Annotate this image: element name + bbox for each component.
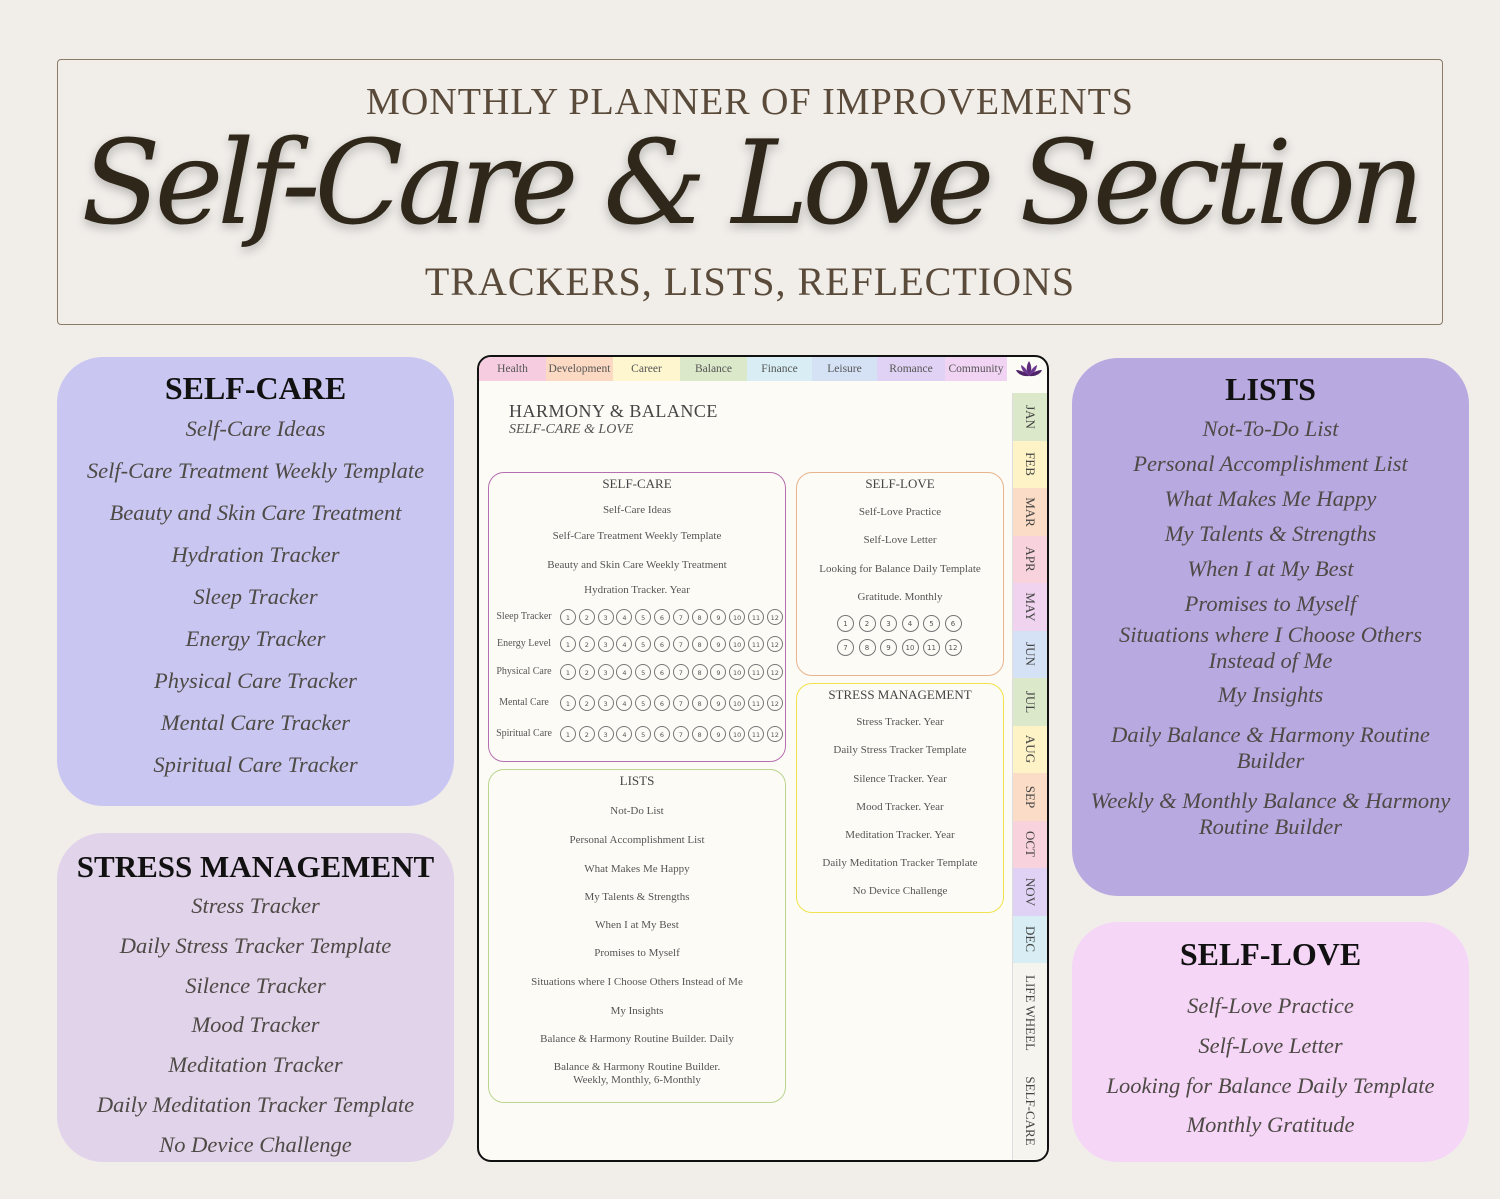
gratitude-month-circle[interactable]: 1 (837, 615, 854, 632)
month-circle[interactable]: 7 (673, 636, 689, 652)
month-circle[interactable]: 10 (729, 695, 745, 711)
month-circle[interactable]: 10 (729, 726, 745, 742)
list-item[interactable]: Stress Tracker (191, 893, 320, 918)
tracker-row (492, 724, 784, 746)
planner-box-item[interactable]: What Makes Me Happy (584, 863, 690, 875)
self-love-card-title: SELF-LOVE (1179, 936, 1362, 972)
month-circle[interactable]: 5 (635, 636, 651, 652)
planner-box-item[interactable]: Self-Care Treatment Weekly Template (552, 530, 722, 542)
header-banner (57, 59, 1443, 325)
planner-title: HARMONY & BALANCE (509, 401, 718, 421)
planner-box-item[interactable]: When I at My Best (595, 919, 679, 931)
list-item[interactable]: Spiritual Care Tracker (153, 752, 358, 777)
gratitude-month-circle[interactable]: 5 (923, 615, 940, 632)
lists-card-title: LISTS (1225, 371, 1316, 407)
lists-card (1072, 358, 1469, 896)
stress-card-title: STRESS MANAGEMENT (76, 849, 435, 884)
list-item[interactable]: Energy Tracker (185, 626, 326, 651)
tab-health[interactable]: Health (479, 357, 546, 381)
month-circle[interactable]: 10 (729, 664, 745, 680)
planner-box-item[interactable]: My Insights (610, 1005, 664, 1017)
month-circle[interactable]: 6 (654, 636, 670, 652)
side-tab-jun[interactable] (1013, 631, 1047, 679)
self-care-card-title: SELF-CARE (164, 370, 347, 406)
side-tab-dec[interactable] (1013, 916, 1047, 964)
list-item[interactable]: Not-To-Do List (1202, 416, 1339, 441)
side-tab-label: SEP (1023, 785, 1038, 808)
list-item[interactable]: Meditation Tracker (168, 1052, 343, 1078)
side-tab-jul[interactable] (1013, 678, 1047, 726)
list-item[interactable]: Hydration Tracker (171, 542, 340, 567)
planner-box-item[interactable]: Self-Love Practice (858, 506, 942, 518)
month-circle[interactable]: 4 (616, 636, 632, 652)
month-circle[interactable]: 8 (692, 636, 708, 652)
gratitude-month-circle[interactable]: 7 (837, 639, 854, 656)
self-care-card (57, 357, 454, 806)
month-circle[interactable]: 6 (654, 664, 670, 680)
month-circle[interactable]: 3 (598, 609, 614, 625)
month-circle[interactable]: 9 (710, 609, 726, 625)
month-circle[interactable]: 12 (767, 636, 783, 652)
list-item[interactable]: Promises to Myself (1184, 591, 1357, 616)
month-circle[interactable]: 6 (654, 609, 670, 625)
side-tab-oct[interactable] (1013, 821, 1047, 869)
side-tab-label: DEC (1023, 926, 1038, 953)
tracker-label: Mental Care (499, 697, 549, 708)
side-tab-label: MAY (1023, 592, 1038, 622)
planner-self-care-box[interactable] (488, 472, 786, 762)
side-tab-label: LIFE WHEEL (1023, 975, 1038, 1051)
month-circle[interactable]: 8 (692, 695, 708, 711)
planner-box-item[interactable]: Weekly, Monthly, 6-Monthly (573, 1074, 701, 1086)
planner-subtitle: SELF-CARE & LOVE (509, 422, 634, 437)
tab-community[interactable]: Community (945, 357, 1007, 381)
gratitude-month-circle[interactable]: 12 (945, 639, 962, 656)
side-tab-aug[interactable] (1013, 726, 1047, 774)
planner-box-item[interactable]: Meditation Tracker. Year (845, 829, 955, 841)
lotus-icon (1015, 359, 1043, 379)
gratitude-month-circle[interactable]: 10 (902, 639, 919, 656)
month-circle[interactable]: 12 (767, 609, 783, 625)
planner-page-preview (477, 355, 1049, 1162)
side-tab-feb[interactable] (1013, 441, 1047, 489)
side-tab-nov[interactable] (1013, 868, 1047, 916)
side-tab-apr[interactable] (1013, 536, 1047, 584)
gratitude-month-circle[interactable]: 6 (945, 615, 962, 632)
gratitude-month-circle[interactable]: 3 (880, 615, 897, 632)
planner-box-item[interactable]: Gratitude. Monthly (857, 591, 943, 603)
tracker-label: Energy Level (497, 638, 551, 649)
planner-box-item[interactable]: Beauty and Skin Care Weekly Treatment (547, 559, 727, 571)
month-circle[interactable]: 3 (598, 636, 614, 652)
month-circle[interactable]: 7 (673, 609, 689, 625)
planner-box-item[interactable]: No Device Challenge (852, 885, 948, 897)
list-item[interactable]: Looking for Balance Daily Template (1106, 1072, 1435, 1098)
list-item[interactable]: Mental Care Tracker (160, 710, 351, 735)
tracker-row (492, 662, 784, 684)
tab-development[interactable]: Development (546, 357, 613, 381)
tab-career[interactable]: Career (613, 357, 680, 381)
list-item[interactable]: Weekly & Monthly Balance & Harmony Routine Builder (1090, 788, 1451, 839)
side-tab-label: JAN (1023, 404, 1038, 429)
planner-lists-box[interactable] (488, 769, 786, 1103)
self-care-list (57, 408, 454, 786)
month-circle[interactable]: 4 (616, 664, 632, 680)
month-circle[interactable]: 8 (692, 726, 708, 742)
month-circle[interactable]: 7 (673, 664, 689, 680)
list-item[interactable]: My Insights (1217, 682, 1324, 707)
planner-self-love-title: SELF-LOVE (865, 476, 935, 491)
tracker-row (492, 634, 784, 656)
month-circle[interactable]: 2 (579, 664, 595, 680)
month-circle[interactable]: 8 (692, 664, 708, 680)
list-item[interactable]: Self-Love Letter (1198, 1032, 1343, 1058)
month-circle[interactable]: 4 (616, 726, 632, 742)
month-circle[interactable]: 1 (560, 695, 576, 711)
self-love-list (1072, 986, 1469, 1145)
month-circle[interactable]: 10 (729, 636, 745, 652)
month-circle[interactable]: 9 (710, 726, 726, 742)
planner-box-item[interactable]: Silence Tracker. Year (853, 773, 947, 785)
planner-box-item[interactable]: Daily Stress Tracker Template (833, 744, 967, 756)
month-circle[interactable]: 11 (748, 695, 764, 711)
side-tab-mar[interactable] (1013, 488, 1047, 536)
list-item[interactable]: Personal Accomplishment List (1133, 451, 1408, 476)
month-circle[interactable]: 5 (635, 726, 651, 742)
month-circle[interactable]: 2 (579, 695, 595, 711)
side-tab-may[interactable] (1013, 583, 1047, 631)
side-tab-label: JUN (1023, 642, 1038, 667)
planner-self-care-title: SELF-CARE (602, 476, 672, 491)
month-circle[interactable]: 9 (710, 636, 726, 652)
month-circle[interactable]: 6 (654, 695, 670, 711)
list-item[interactable]: Daily Balance & Harmony Routine Builder (1111, 722, 1430, 773)
side-tab-label: SELF-CARE (1023, 1076, 1038, 1146)
month-circle[interactable]: 7 (673, 726, 689, 742)
month-circle[interactable]: 1 (560, 636, 576, 652)
list-item[interactable]: Self-Care Ideas (185, 416, 326, 441)
tab-balance[interactable]: Balance (680, 357, 747, 381)
planner-box-item[interactable]: Personal Accomplishment List (569, 834, 705, 846)
gratitude-month-circle[interactable]: 11 (923, 639, 940, 656)
planner-box-item[interactable]: Daily Meditation Tracker Template (822, 857, 978, 869)
list-item[interactable]: When I at My Best (1187, 556, 1354, 581)
planner-box-item[interactable]: Balance & Harmony Routine Builder. (553, 1061, 721, 1073)
list-item[interactable]: Self-Care Treatment Weekly Template (86, 458, 425, 483)
month-circle[interactable]: 1 (560, 664, 576, 680)
side-tab-label: FEB (1023, 452, 1038, 477)
tab-finance[interactable]: Finance (747, 357, 812, 381)
planner-box-item[interactable]: Hydration Tracker. Year (584, 584, 690, 596)
stress-list (57, 886, 454, 1165)
month-circle[interactable]: 12 (767, 664, 783, 680)
list-item[interactable]: My Talents & Strengths (1164, 521, 1377, 546)
list-item[interactable]: Self-Love Practice (1187, 993, 1354, 1018)
month-circle[interactable]: 11 (748, 636, 764, 652)
list-item[interactable]: Beauty and Skin Care Treatment (109, 500, 402, 525)
month-circle[interactable]: 5 (635, 609, 651, 625)
month-circle[interactable]: 11 (748, 726, 764, 742)
list-item[interactable]: Physical Care Tracker (154, 668, 357, 693)
month-circle[interactable]: 11 (748, 664, 764, 680)
header-subtitle: TRACKERS, LISTS, REFLECTIONS (424, 259, 1076, 304)
side-tab-label: MAR (1023, 496, 1038, 527)
gratitude-month-circle[interactable]: 8 (859, 639, 876, 656)
month-circle[interactable]: 2 (579, 636, 595, 652)
month-circle[interactable]: 9 (710, 664, 726, 680)
header-title: Self-Care & Love Section (81, 116, 1419, 251)
tracker-label: Sleep Tracker (496, 611, 552, 622)
header-supertitle: MONTHLY PLANNER OF IMPROVEMENTS (366, 81, 1134, 123)
gratitude-month-circle[interactable]: 4 (902, 615, 919, 632)
gratitude-month-circle[interactable]: 2 (859, 615, 876, 632)
month-circle[interactable]: 4 (616, 609, 632, 625)
planner-box-item[interactable]: Balance & Harmony Routine Builder. Daily (540, 1033, 734, 1045)
planner-stress-box[interactable] (796, 683, 1004, 913)
side-tab-label: JUL (1023, 690, 1038, 713)
list-item[interactable]: Mood Tracker (191, 1012, 320, 1038)
side-tab-bar (1012, 393, 1047, 1162)
planner-box-item[interactable]: Self-Care Ideas (602, 504, 672, 516)
month-circle[interactable]: 12 (767, 726, 783, 742)
month-circle[interactable]: 12 (767, 695, 783, 711)
month-circle[interactable]: 1 (560, 609, 576, 625)
tracker-label: Physical Care (496, 666, 552, 677)
list-item[interactable]: Monthly Gratitude (1186, 1112, 1355, 1138)
planner-lists-title: LISTS (619, 773, 655, 788)
planner-box-item[interactable]: Mood Tracker. Year (856, 801, 944, 813)
list-item[interactable]: Daily Meditation Tracker Template (96, 1091, 415, 1117)
side-tab-label: OCT (1023, 831, 1038, 858)
tab-leisure[interactable]: Leisure (812, 357, 877, 381)
tab-romance[interactable]: Romance (877, 357, 945, 381)
month-circle[interactable]: 3 (598, 664, 614, 680)
planner-stress-title: STRESS MANAGEMENT (828, 687, 972, 702)
self-love-card (1072, 922, 1469, 1162)
planner-box-item[interactable]: Promises to Myself (594, 947, 680, 959)
tracker-row (492, 693, 784, 715)
list-item[interactable]: No Device Challenge (159, 1131, 352, 1157)
planner-box-item[interactable]: Looking for Balance Daily Template (819, 563, 981, 575)
month-circle[interactable]: 9 (710, 695, 726, 711)
month-circle[interactable]: 5 (635, 695, 651, 711)
stress-management-card (57, 833, 454, 1162)
list-item[interactable]: Sleep Tracker (193, 584, 318, 609)
side-tab-life-wheel[interactable] (1013, 963, 1047, 1063)
side-tab-label: AUG (1023, 735, 1038, 764)
list-item[interactable]: Situations where I Choose Others Instead of Me (1119, 622, 1422, 673)
lists-list (1072, 406, 1469, 840)
planner-box-item[interactable]: Not-Do List (610, 805, 664, 817)
planner-box-item[interactable]: Situations where I Choose Others Instead of Me (531, 976, 743, 988)
side-tab-label: APR (1023, 546, 1038, 572)
month-circle[interactable]: 6 (654, 726, 670, 742)
month-circle[interactable]: 7 (673, 695, 689, 711)
top-tab-bar (479, 357, 1049, 381)
month-circle[interactable]: 5 (635, 664, 651, 680)
list-item[interactable]: Silence Tracker (185, 972, 326, 998)
month-circle[interactable]: 2 (579, 726, 595, 742)
gratitude-month-circle[interactable]: 9 (880, 639, 897, 656)
planner-box-item[interactable]: My Talents & Strengths (584, 891, 690, 903)
list-item[interactable]: What Makes Me Happy (1164, 486, 1377, 511)
month-circle[interactable]: 3 (598, 695, 614, 711)
side-tab-self-care[interactable] (1013, 1063, 1047, 1159)
month-circle[interactable]: 10 (729, 609, 745, 625)
side-tab-jan[interactable] (1013, 393, 1047, 441)
side-tab-sep[interactable] (1013, 773, 1047, 821)
tracker-label: Spiritual Care (496, 728, 552, 739)
planner-box-item[interactable]: Self-Love Letter (863, 534, 937, 546)
month-circle[interactable]: 2 (579, 609, 595, 625)
month-circle[interactable]: 8 (692, 609, 708, 625)
month-circle[interactable]: 4 (616, 695, 632, 711)
planner-box-item[interactable]: Stress Tracker. Year (856, 716, 944, 728)
month-circle[interactable]: 11 (748, 609, 764, 625)
month-circle[interactable]: 3 (598, 726, 614, 742)
planner-self-love-box[interactable] (796, 472, 1004, 676)
list-item[interactable]: Daily Stress Tracker Template (119, 932, 392, 958)
tracker-row (492, 607, 784, 629)
month-circle[interactable]: 1 (560, 726, 576, 742)
side-tab-label: NOV (1023, 877, 1038, 906)
